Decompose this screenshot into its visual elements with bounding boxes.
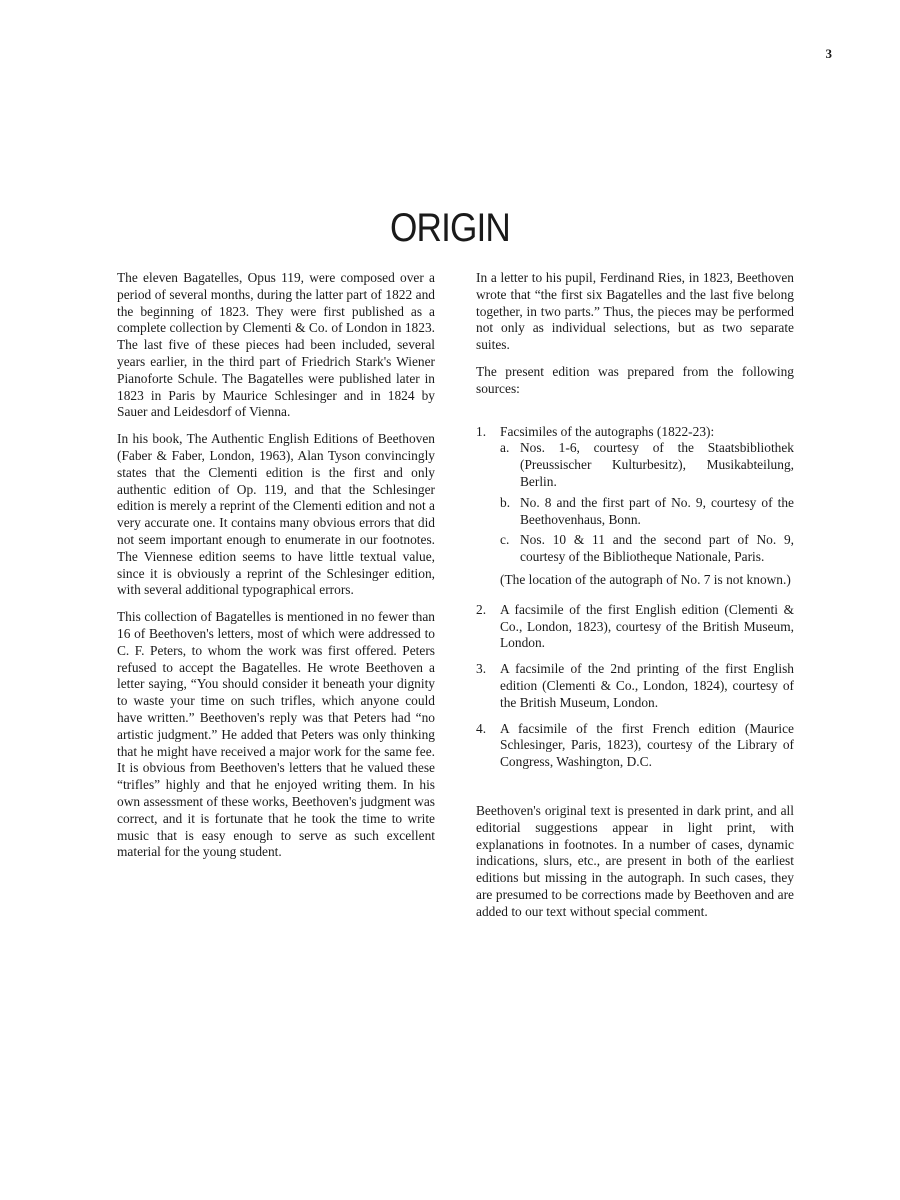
paragraph-editorial-note: Beethoven's original text is presented in dark print, and all editorial suggestions appear in light print, with explanations in footnotes. In a number of cases, dynamic indications, slurs, etc., are present in both of the earliest editions but missing in the autograph. In such cases, they are presumed to be corrections made by Beethoven and are added to our text without special comment. <box>476 802 794 919</box>
source-item-2 <box>476 602 794 652</box>
source-subitem-c <box>500 532 794 566</box>
source-number: 4. <box>476 720 487 736</box>
paragraph-letters: This collection of Bagatelles is mentioned in no fewer than 16 of Beethoven's letters, most of which were addressed to C. F. Peters, to whom the work was first offered. Peters refused to accept the Bagatelles. He wrote Beethoven a letter saying, “You should consider it beneath your dignity to waste your time on such trifles, which anyone could have written.” Beethoven's reply was that Peters had “no artistic judgment.” He added that Peters was only thinking that he might have received a major work for the same fee. It is obvious from Beethoven's letters that he valued these “trifles” highly and that he enjoyed writing them. In his own assessment of these works, Beethoven's judgment was correct, and it is fortunate that he took the time to write music that is easy enough to serve as such excellent material for the young student. <box>117 609 435 860</box>
source-subitem-b <box>500 495 794 529</box>
page-number: 3 <box>825 46 832 61</box>
source-text: A facsimile of the first English edition (Clementi & Co., London, 1823), courtesy of the British Museum, London. <box>500 601 794 651</box>
source-number: 1. <box>476 423 487 439</box>
right-column <box>476 270 794 931</box>
source-item-4 <box>476 721 794 771</box>
source-number: 2. <box>476 601 487 617</box>
sources-list <box>476 424 794 771</box>
source-text: A facsimile of the first French edition (Maurice Schlesinger, Paris, 1823), courtesy of the Library of Congress, Washington, D.C. <box>500 720 794 770</box>
paragraph-editions: In his book, The Authentic English Editions of Beethoven (Faber & Faber, London, 1963), Alan Tyson convincingly states that the Clementi edition is the first and only authentic edition of Op. 119, and that the Schlesinger edition is merely a reprint of the Clementi edition and not a very accurate one. It contains many obvious errors that did not seem important enough to enumerate in our footnotes. The Viennese edition seems to have little textual value, since it is obviously a reprint of the Schlesinger edition, with several additional typographical errors. <box>117 431 435 598</box>
subitem-text: Nos. 1-6, courtesy of the Staatsbibliothek (Preussischer Kulturbesitz), Musikabteilung, Berlin. <box>520 440 794 489</box>
page-title: ORIGIN <box>390 206 510 250</box>
subitem-letter: c. <box>500 532 510 548</box>
paragraph-composition: The eleven Bagatelles, Opus 119, were composed over a period of several months, during the latter part of 1822 and the beginning of 1823. They were first published as a complete collection by Clementi & Co. of London in 1823. The last five of these pieces had been included, several years earlier, in the third part of Friedrich Stark's Wiener Pianoforte Schule. The Bagatelles were published later in 1823 in Paris by Maurice Schlesinger and in 1824 by Sauer and Leidesdorf of Vienna. <box>117 270 435 420</box>
source-text: Facsimiles of the autographs (1822-23): <box>500 423 715 439</box>
subitem-letter: b. <box>500 494 511 510</box>
source-number: 3. <box>476 661 487 677</box>
paragraph-sources-intro: The present edition was prepared from the following sources: <box>476 363 794 396</box>
left-column <box>117 270 435 871</box>
source-note: (The location of the autograph of No. 7 is not known.) <box>500 571 791 587</box>
source-item-3 <box>476 661 794 711</box>
subitem-text: Nos. 10 & 11 and the second part of No. 9, courtesy of the Bibliotheque Nationale, Paris. <box>520 532 794 565</box>
paragraph-ries-letter: In a letter to his pupil, Ferdinand Ries, in 1823, Beethoven wrote that “the first six Bagatelles and the last five belong together, in two parts.” Thus, the pieces may be performed not only as individual selections, but as two separate suites. <box>476 270 794 353</box>
source-item-1 <box>476 424 794 593</box>
source-subitem-a <box>500 440 794 490</box>
subitem-letter: a. <box>500 440 510 456</box>
source-text: A facsimile of the 2nd printing of the first English edition (Clementi & Co., London, 1824), courtesy of the British Museum, London. <box>500 661 794 710</box>
subitem-text: No. 8 and the first part of No. 9, courtesy of the Beethovenhaus, Bonn. <box>520 494 794 527</box>
